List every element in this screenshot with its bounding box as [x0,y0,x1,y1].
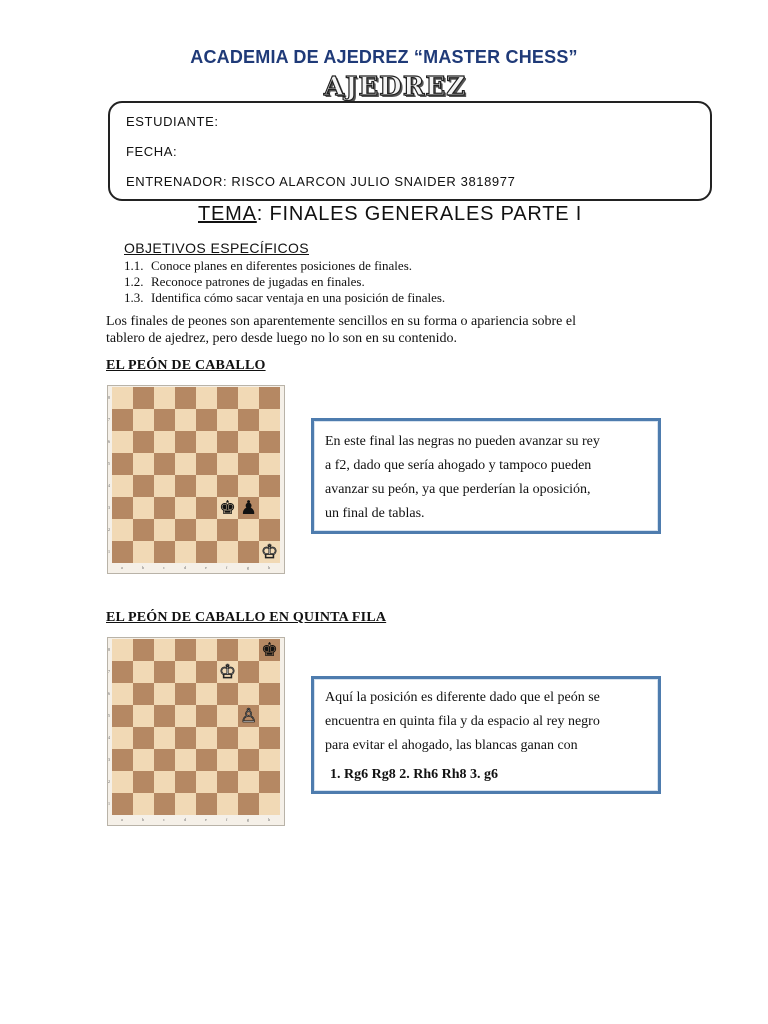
intro-paragraph [106,313,646,347]
board-square [175,409,196,431]
board-square [133,497,154,519]
white-king-icon: ♔ [260,541,279,563]
board-square [196,431,217,453]
file-label: f [226,817,228,822]
board-square [112,541,133,563]
section-title-knight-pawn-fifth-rank: EL PEÓN DE CABALLO EN QUINTA FILA [106,610,387,625]
objective-number: 1.2. [124,274,144,289]
board-square [217,387,238,409]
file-label: c [163,817,165,822]
rank-label: 2 [108,527,110,532]
board-square [175,793,196,815]
board-square [154,519,175,541]
rank-label: 2 [108,779,110,784]
explanation-line: un final de tablas. [325,506,425,521]
board-square [238,519,259,541]
board-square [259,519,280,541]
board-square [175,705,196,727]
board-square [259,475,280,497]
board-square [133,639,154,661]
black-king-icon: ♚ [218,497,237,519]
board-square [175,453,196,475]
rank-label: 7 [108,417,110,422]
rank-label: 7 [108,669,110,674]
rank-label: 6 [108,691,110,696]
file-label: g [247,817,249,822]
objective-text: Identifica cómo sacar ventaja en una posición de finales. [151,290,446,305]
board-square [196,387,217,409]
board-square [217,475,238,497]
board-square [154,409,175,431]
board-square [112,771,133,793]
section-title-knight-pawn: EL PEÓN DE CABALLO [106,358,266,373]
white-king-icon: ♔ [218,661,237,683]
board-square [217,519,238,541]
board-square [238,683,259,705]
board-square [154,453,175,475]
board-square [133,705,154,727]
board-square [217,705,238,727]
board-square [196,793,217,815]
chess-board-2 [107,637,285,826]
board-square [196,683,217,705]
board-square [154,387,175,409]
board-square [112,497,133,519]
file-label: a [121,817,123,822]
file-label: a [121,565,123,570]
board-square [112,409,133,431]
board-square [238,661,259,683]
rank-label: 5 [108,461,110,466]
academy-title: ACADEMIA DE AJEDREZ “MASTER CHESS” [190,47,578,67]
file-label: h [268,817,270,822]
board-square [196,727,217,749]
explanation-line: Aquí la posición es diferente dado que el peón se [325,690,600,705]
file-label: b [142,565,144,570]
board-square [112,387,133,409]
board-square [217,771,238,793]
board-square [175,639,196,661]
board-square [154,639,175,661]
board-square [112,519,133,541]
board-square [217,683,238,705]
board-square [196,497,217,519]
board-square [259,661,280,683]
board-square [133,661,154,683]
file-label: d [184,565,186,570]
board-square [112,683,133,705]
board-square [259,387,280,409]
objective-item [124,258,445,274]
board-square [133,431,154,453]
board-square [259,749,280,771]
board-square [217,727,238,749]
board-square [154,541,175,563]
board-square [259,705,280,727]
explanation-line: para evitar el ahogado, las blancas ganan con [325,738,578,753]
black-king-icon: ♚ [260,639,279,661]
board-square [196,409,217,431]
ajedrez-logo: AJEDREZ [323,72,467,102]
board-square [133,409,154,431]
explanation-line: a f2, dado que sería ahogado y tampoco pueden [325,458,592,473]
board-square [238,639,259,661]
board-square [133,387,154,409]
file-label: h [268,565,270,570]
board-square [112,793,133,815]
board-square [196,475,217,497]
rank-label: 3 [108,757,110,762]
board-square [238,387,259,409]
board-square [196,453,217,475]
chess-board-1 [107,385,285,574]
board-square [217,431,238,453]
rank-label: 6 [108,439,110,444]
board-square [259,793,280,815]
board-square [238,475,259,497]
winning-moves: 1. Rg6 Rg8 2. Rh6 Rh8 3. g6 [330,767,499,782]
student-field: ESTUDIANTE: [126,114,219,129]
board-square [112,749,133,771]
board-square [175,727,196,749]
file-label: c [163,565,165,570]
board-square [133,475,154,497]
objectives-title: OBJETIVOS ESPECÍFICOS [124,240,309,256]
file-label: d [184,817,186,822]
topic-text: : FINALES GENERALES PARTE I [256,203,583,225]
file-label: g [247,565,249,570]
board-square [175,387,196,409]
board-square [154,705,175,727]
board-square [259,431,280,453]
board-square [154,497,175,519]
objective-number: 1.3. [124,290,144,305]
board-square [238,727,259,749]
board-square [196,661,217,683]
board-square [217,749,238,771]
board-square [112,661,133,683]
board-square [175,541,196,563]
board-square [133,727,154,749]
board-square [133,683,154,705]
rank-label: 5 [108,713,110,718]
objective-text: Conoce planes en diferentes posiciones de finales. [151,258,412,273]
explanation-box-1 [311,418,661,534]
board-square [133,453,154,475]
board-square [217,541,238,563]
board-square [259,727,280,749]
board-square [175,771,196,793]
board-square [259,497,280,519]
board-square [259,683,280,705]
board-square [112,453,133,475]
board-square [238,453,259,475]
rank-label: 1 [108,549,110,554]
file-label: b [142,817,144,822]
board-square [133,793,154,815]
board-square [196,705,217,727]
board-square [259,409,280,431]
board-square [175,431,196,453]
rank-label: 3 [108,505,110,510]
board-square [112,639,133,661]
board-square [196,771,217,793]
rank-label: 1 [108,801,110,806]
board-square [154,683,175,705]
trainer-field: ENTRENADOR: RISCO ALARCON JULIO SNAIDER 3818977 [126,174,516,189]
board-square [175,519,196,541]
board-square [196,519,217,541]
board-square [259,771,280,793]
rank-label: 8 [108,647,110,652]
board-square [217,453,238,475]
topic-heading [198,203,582,226]
board-square [154,749,175,771]
board-square [238,771,259,793]
board-square [175,661,196,683]
board-square [238,749,259,771]
board-square [217,793,238,815]
file-label: e [205,817,207,822]
board-square [217,409,238,431]
date-field: FECHA: [126,144,178,159]
board-square [196,541,217,563]
explanation-line: avanzar su peón, ya que perderían la oposición, [325,482,591,497]
board-square [238,409,259,431]
board-square [154,771,175,793]
board-square [175,749,196,771]
intro-line: Los finales de peones son aparentemente sencillos en su forma o apariencia sobre el [106,314,576,329]
board-square [175,475,196,497]
objective-number: 1.1. [124,258,144,273]
board-square [175,497,196,519]
explanation-line: En este final las negras no pueden avanzar su rey [325,434,600,449]
board-square [133,771,154,793]
board-square [133,541,154,563]
board-square [259,453,280,475]
objective-item [124,290,445,306]
explanation-line: encuentra en quinta fila y da espacio al rey negro [325,714,600,729]
board-square [133,749,154,771]
board-square [133,519,154,541]
intro-line: tablero de ajedrez, pero desde luego no lo son en su contenido. [106,331,458,346]
objective-item [124,274,445,290]
board-square [154,793,175,815]
board-square [217,639,238,661]
board-square [196,749,217,771]
board-square [154,727,175,749]
black-pawn-icon: ♟ [239,497,258,519]
rank-label: 8 [108,395,110,400]
board-square [238,431,259,453]
rank-label: 4 [108,483,110,488]
explanation-box-2 [311,676,661,794]
objectives-list [124,258,445,306]
white-pawn-icon: ♙ [239,705,258,727]
board-square [238,793,259,815]
board-square [112,727,133,749]
board-square [154,431,175,453]
topic-label: TEMA [198,203,257,225]
objective-text: Reconoce patrones de jugadas en finales. [151,274,365,289]
board-square [112,475,133,497]
board-square [154,475,175,497]
file-label: f [226,565,228,570]
file-label: e [205,565,207,570]
board-square [196,639,217,661]
board-square [154,661,175,683]
rank-label: 4 [108,735,110,740]
board-square [175,683,196,705]
student-info-box [108,101,712,201]
board-square [112,705,133,727]
board-square [238,541,259,563]
board-square [112,431,133,453]
